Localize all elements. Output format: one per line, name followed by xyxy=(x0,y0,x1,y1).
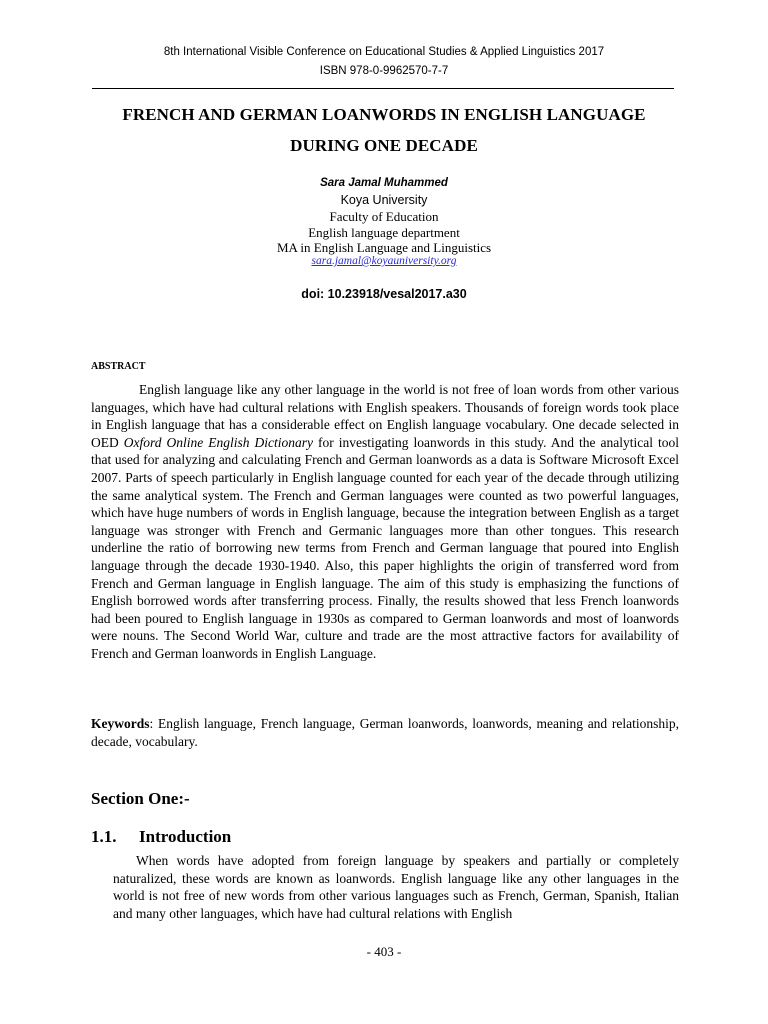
abstract-text-part-2: for investigating loanwords in this study. And the analytical tool that used for analyzing and calculating French and German loanwords as a data is Software Microsoft Excel 2007. Parts of speech particularly in English language counted for each year of the decade through utilizing the same analytical system. The French and German languages were counted as two powerful languages, which have huge numbers of words in English language, because the integration between English as a target language was stronger with French and Germanic languages more than other tongues. This research underline the ratio of borrowing new terms from French and German language that poured into English language through the decade 1930-1940. Also, this paper highlights the origin of transferred word from French and German language in English language. The aim of this study is emphasizing the functions of English borrowed words after transferring process. Finally, the results showed that less French loanwords had been poured to English language in 1930s as compared to German loanwords and most of loanwords were nouns. The Second World War, culture and trade are the most attractive factors for availability of French and German loanwords in English Language. xyxy=(91,434,679,661)
abstract-text-part-1: English language like any other language in the world is not free of loan words from other various languages, which have had cultural relations with English speakers. Thousands of foreign words took place in English language that has a considerable effect on English language vocabulary. One decade selected in OED xyxy=(91,382,679,450)
header-rule xyxy=(92,88,674,89)
doi: doi: 10.23918/vesal2017.a30 xyxy=(301,287,467,301)
author-name: Sara Jamal Muhammed xyxy=(320,177,448,189)
page-number: - 403 - xyxy=(366,944,402,959)
author-email-link[interactable]: sara.jamal@koyauniversity.org xyxy=(311,255,457,267)
paper-title-line-1: FRENCH AND GERMAN LOANWORDS IN ENGLISH LANGUAGE xyxy=(122,105,646,124)
paper-title-line-2: DURING ONE DECADE xyxy=(290,136,478,155)
subsection-heading xyxy=(91,827,231,847)
subsection-number: 1.1. xyxy=(91,827,117,846)
author-department: English language department xyxy=(308,225,460,240)
subsection-title: Introduction xyxy=(139,827,232,846)
keywords-text: : English language, French language, German loanwords, loanwords, meaning and relationship, decade, vocabulary. xyxy=(91,716,679,749)
keywords xyxy=(91,715,679,750)
author-university: Koya University xyxy=(340,193,428,207)
keywords-label: Keywords xyxy=(91,716,150,731)
author-faculty: Faculty of Education xyxy=(329,209,439,224)
isbn: ISBN 978-0-9962570-7-7 xyxy=(319,65,449,77)
author-program: MA in English Language and Linguistics xyxy=(276,240,492,255)
introduction-text: When words have adopted from foreign language by speakers and partially or completely naturalized, these words are known as loanwords. English language like any other languages in the world is not free of new words from other various languages such as French, German, Spanish, Italian and many other languages, which have had cultural relations with English xyxy=(113,853,679,921)
abstract-text xyxy=(91,381,679,663)
abstract-text-italic: Oxford Online English Dictionary xyxy=(123,434,313,450)
abstract-heading: ABSTRACT xyxy=(91,361,146,372)
section-heading: Section One:- xyxy=(91,789,190,808)
conference-name: 8th International Visible Conference on Educational Studies & Applied Linguistics 2017 xyxy=(163,46,605,58)
